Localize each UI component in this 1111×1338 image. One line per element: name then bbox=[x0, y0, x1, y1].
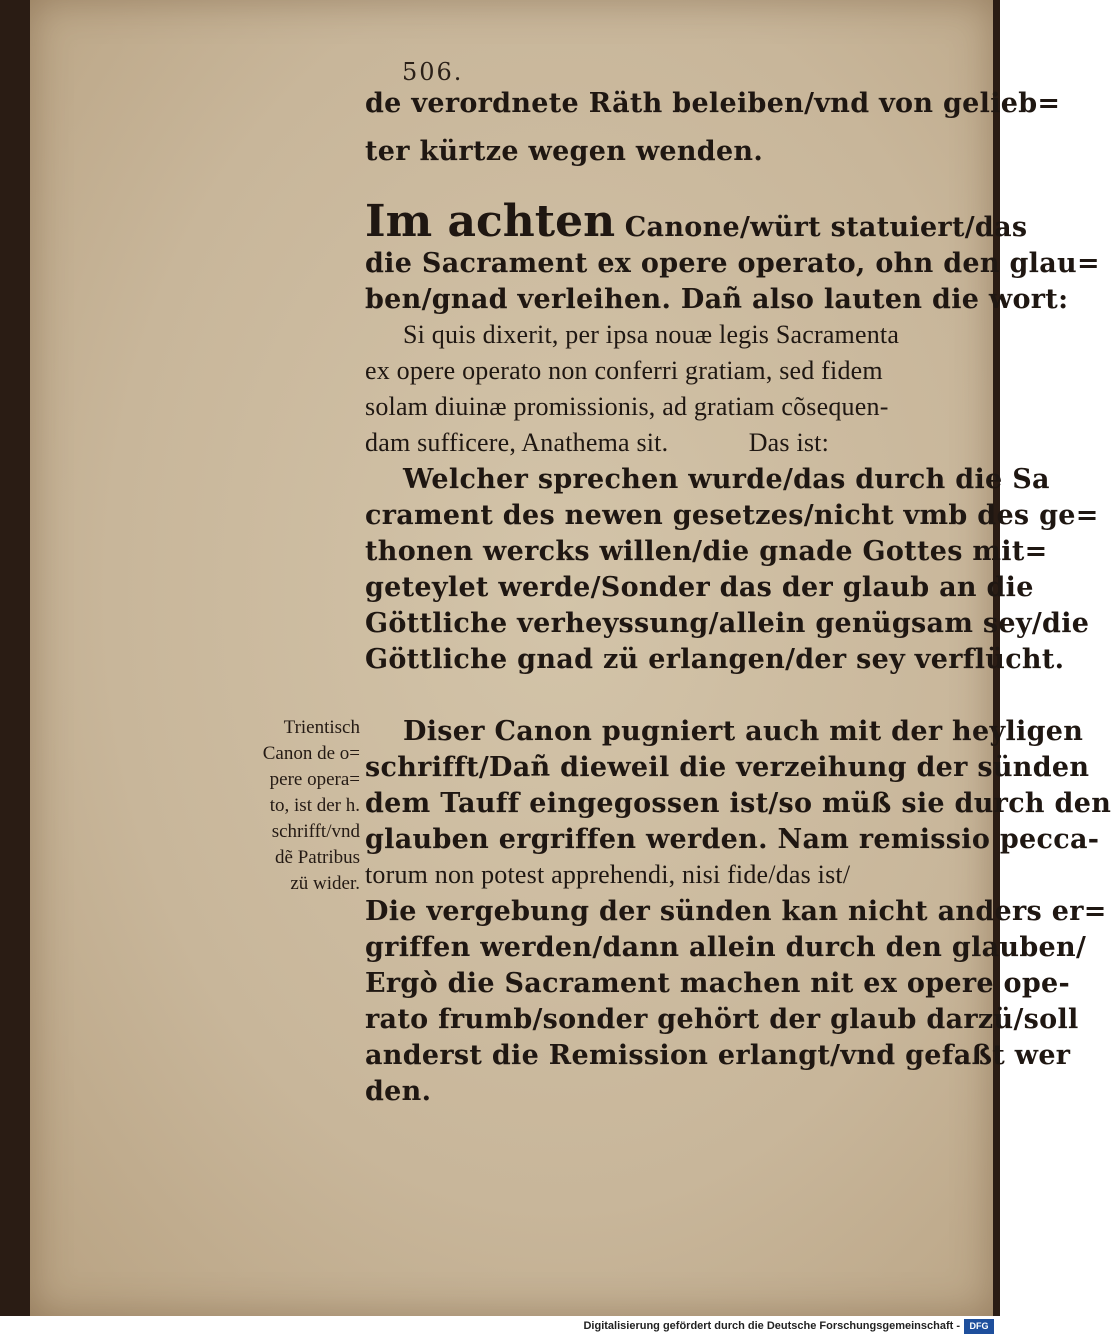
margin-note-line: pere opera= bbox=[269, 769, 360, 790]
latin-line: dam sufficere, Anathema sit. Das ist: bbox=[365, 428, 830, 457]
text-line: geteylet werde/Sonder das der glaub an die bbox=[365, 572, 1034, 603]
text-line: die Sacrament ex opere operato, ohn den glau= bbox=[365, 248, 1100, 279]
text-line: Göttliche verheyssung/allein genügsam sey/die bbox=[365, 608, 1090, 639]
heading-rest: Canone/würt statuiert/das bbox=[615, 212, 1028, 243]
text-line: ben/gnad verleihen. Dañ also lauten die wort: bbox=[365, 284, 1069, 315]
margin-note-line: Canon de o= bbox=[262, 743, 360, 764]
margin-note-line: to, ist der h. bbox=[269, 795, 360, 816]
margin-note-line: zü wider. bbox=[290, 873, 360, 894]
margin-note bbox=[230, 715, 360, 897]
dfg-logo-icon: DFG bbox=[964, 1319, 994, 1334]
text-line: Ergò die Sacrament machen nit ex opere ope- bbox=[365, 968, 1071, 999]
text-line: glauben ergriffen werden. Nam remissio pecca- bbox=[365, 824, 1100, 855]
text-line: anderst die Remission erlangt/vnd gefaßt wer bbox=[365, 1040, 1071, 1071]
text-line: dem Tauff eingegossen ist/so müß sie durch den bbox=[365, 788, 1111, 819]
footer-credit: Digitalisierung gefördert durch die Deutsche Forschungsgemeinschaft - bbox=[583, 1320, 960, 1332]
text-line: rato frumb/sonder gehört der glaub darzü/soll bbox=[365, 1004, 1079, 1035]
text-line: Welcher sprechen wurde/das durch die Sa bbox=[403, 464, 1050, 495]
text-line: schrifft/Dañ dieweil die verzeihung der sünden bbox=[365, 752, 1090, 783]
margin-note-line: dẽ Patribus bbox=[275, 847, 360, 868]
heading-line bbox=[365, 196, 1027, 247]
margin-note-line: Trientisch bbox=[283, 717, 360, 738]
latin-line: solam diuinæ promissionis, ad gratiam cõsequen- bbox=[365, 392, 889, 421]
text-line: den. bbox=[365, 1076, 432, 1107]
text-line: griffen werden/dann allein durch den glauben/ bbox=[365, 932, 1087, 963]
text-line: ter kürtze wegen wenden. bbox=[365, 136, 764, 167]
text-line: de verordnete Räth beleiben/vnd von gelieb= bbox=[365, 88, 1061, 119]
text-line: Die vergebung der sünden kan nicht anders er= bbox=[365, 896, 1107, 927]
initial-heading: Im achten bbox=[365, 196, 616, 247]
latin-line: torum non potest apprehendi, nisi fide/das ist/ bbox=[365, 860, 851, 889]
latin-line: Si quis dixerit, per ipsa nouæ legis Sacramenta bbox=[403, 320, 900, 349]
text-line: Diser Canon pugniert auch mit der heyligen bbox=[403, 716, 1084, 747]
book-page bbox=[30, 0, 1111, 1316]
footer-bar bbox=[0, 1316, 1000, 1338]
margin-note-line: schrifft/vnd bbox=[271, 821, 360, 842]
text-line: thonen wercks willen/die gnade Gottes mit= bbox=[365, 536, 1048, 567]
text-line: crament des newen gesetzes/nicht vmb des ge= bbox=[365, 500, 1099, 531]
latin-line: ex opere operato non conferri gratiam, sed fidem bbox=[365, 356, 883, 385]
page-number: 506. bbox=[402, 58, 464, 86]
text-line: Göttliche gnad zü erlangen/der sey verflücht. bbox=[365, 644, 1065, 675]
